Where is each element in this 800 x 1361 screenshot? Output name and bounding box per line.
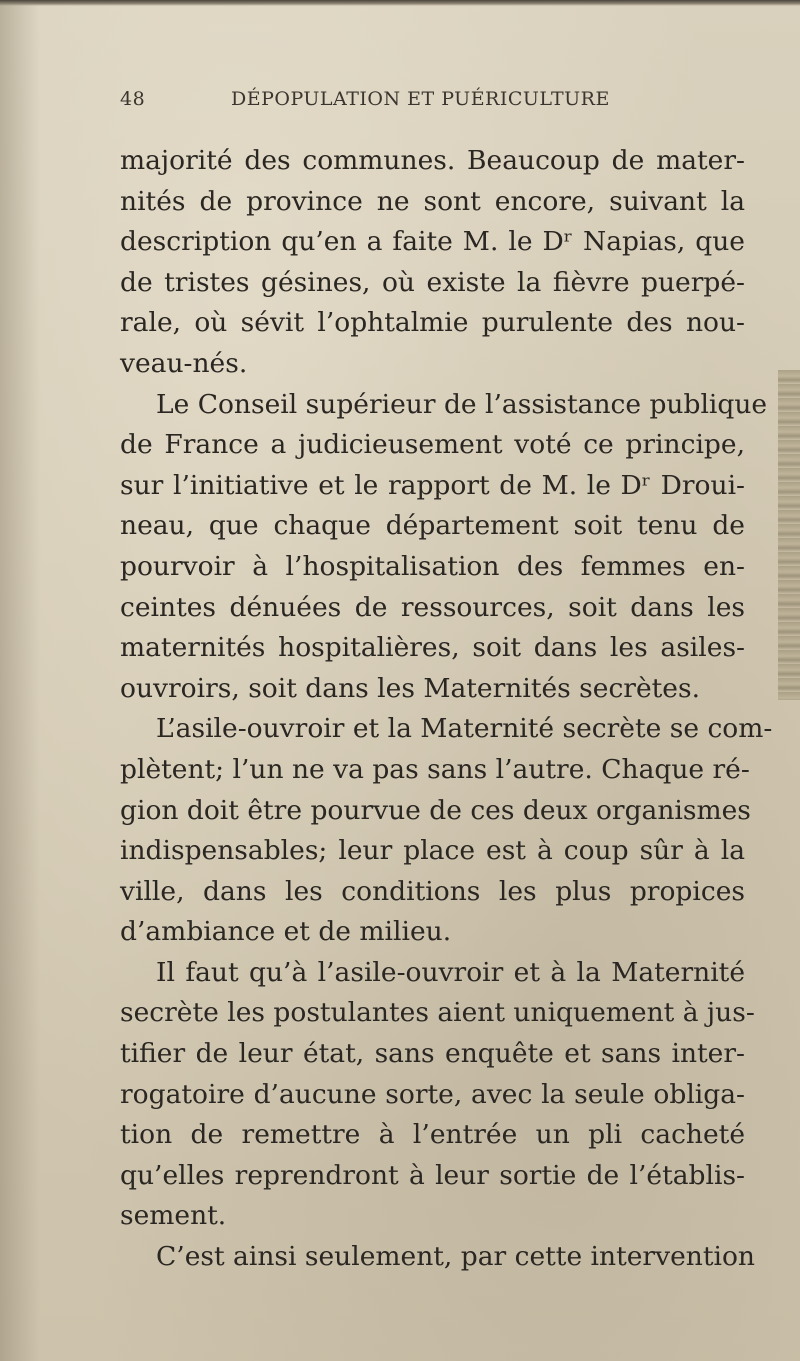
page-top-edge bbox=[0, 0, 800, 6]
page-header bbox=[120, 88, 720, 118]
text-line: description qu’en a faite M. le Dʳ Napias, que bbox=[120, 226, 745, 258]
text-line: rogatoire d’aucune sorte, avec la seule obliga- bbox=[120, 1078, 745, 1110]
text-line: ville, dans les conditions les plus propices bbox=[120, 875, 745, 907]
text-line: nités de province ne sont encore, suivant la bbox=[120, 185, 745, 217]
text-line: secrète les postulantes aient uniquement à jus- bbox=[120, 997, 755, 1029]
text-line: d’ambiance et de milieu. bbox=[120, 916, 452, 948]
text-line: de tristes gésines, où existe la fièvre puerpé- bbox=[120, 266, 745, 298]
text-line: indispensables; leur place est à coup sûr à la bbox=[120, 835, 745, 867]
text-line: plètent; l’un ne va pas sans l’autre. Chaque ré- bbox=[120, 753, 750, 785]
text-line: L’asile-ouvroir et la Maternité secrète se com- bbox=[156, 713, 773, 745]
page-number: 48 bbox=[120, 88, 146, 110]
text-line: sement. bbox=[120, 1200, 227, 1232]
text-line: gion doit être pourvue de ces deux organismes bbox=[120, 794, 751, 826]
page-right-edge bbox=[778, 370, 800, 700]
text-line: tifier de leur état, sans enquête et sans inter- bbox=[120, 1038, 745, 1070]
text-line: C’est ainsi seulement, par cette intervention bbox=[156, 1241, 755, 1273]
text-line: maternités hospitalières, soit dans les asiles- bbox=[120, 632, 745, 664]
text-line: de France a judicieusement voté ce principe, bbox=[120, 429, 745, 461]
running-head: DÉPOPULATION ET PUÉRICULTURE bbox=[231, 88, 610, 110]
text-line: ouvroirs, soit dans les Maternités secrètes. bbox=[120, 672, 700, 704]
text-line: neau, que chaque département soit tenu de bbox=[120, 510, 745, 542]
text-line: ceintes dénuées de ressources, soit dans les bbox=[120, 591, 745, 623]
text-line: qu’elles reprendront à leur sortie de l’établis- bbox=[120, 1159, 745, 1191]
text-line: rale, où sévit l’ophtalmie purulente des nou- bbox=[120, 307, 745, 339]
text-line: majorité des communes. Beaucoup de mater- bbox=[120, 145, 745, 176]
text-line: sur l’initiative et le rapport de M. le Dʳ Droui- bbox=[120, 469, 745, 501]
text-line: pourvoir à l’hospitalisation des femmes en- bbox=[120, 550, 745, 582]
page-shadow bbox=[0, 0, 40, 1361]
text-line: Il faut qu’à l’asile-ouvroir et à la Maternité bbox=[156, 956, 745, 988]
text-line: Le Conseil supérieur de l’assistance publique bbox=[156, 388, 768, 420]
text-line: tion de remettre à l’entrée un pli cacheté bbox=[120, 1119, 745, 1151]
text-line: veau-nés. bbox=[120, 347, 248, 379]
body-text bbox=[120, 141, 773, 1278]
